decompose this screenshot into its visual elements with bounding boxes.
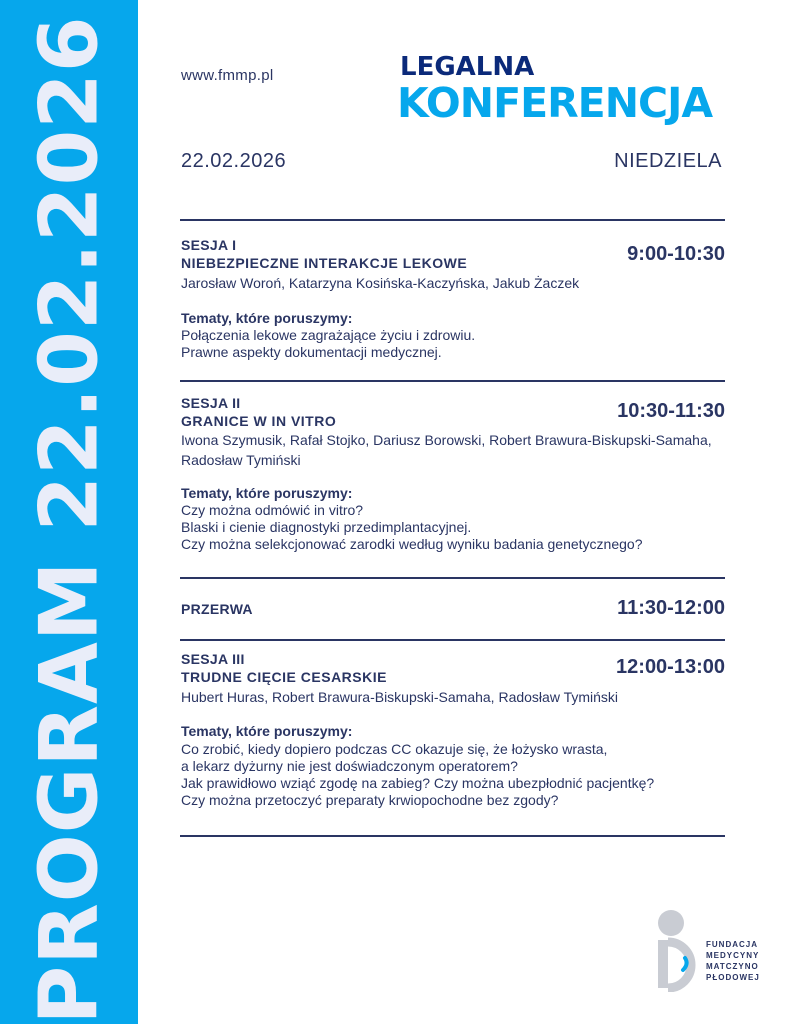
foundation-name-line: FUNDACJA [706, 940, 758, 949]
topic-item: Czy można selekcjonować zarodki według wyniku badania genetycznego? [181, 536, 643, 552]
break-time: 11:30-12:00 [617, 597, 725, 619]
topic-item: Jak prawidłowo wziąć zgodę na zabieg? Czy można ubezpłodnić pacjentkę? [181, 775, 655, 791]
session-1-time: 9:00-10:30 [627, 243, 725, 265]
session-1-topics-label: Tematy, które poruszymy: [181, 310, 353, 326]
topic-item: Co zrobić, kiedy dopiero podczas CC okazuje się, że łożysko wrasta, [181, 741, 608, 757]
session-3-topics-label: Tematy, które poruszymy: [181, 723, 353, 739]
topic-item: Prawne aspekty dokumentacji medycznej. [181, 344, 442, 360]
foundation-name-line: MATCZYNO [706, 962, 759, 971]
topic-item: Połączenia lekowe zagrażające życiu i zdrowiu. [181, 327, 476, 343]
session-3-topics [181, 741, 741, 809]
title-konferencja: KONFERENCJA [397, 79, 713, 127]
divider [180, 577, 725, 579]
event-date: 22.02.2026 [181, 150, 287, 172]
title-legalna: LEGALNA [400, 52, 535, 82]
topic-item: Blaski i cienie diagnostyki przedimplantacyjnej. [181, 519, 472, 535]
sidebar [0, 0, 138, 1024]
break-label: PRZERWA [181, 601, 253, 617]
event-day: NIEDZIELA [614, 150, 722, 172]
sidebar-program-title: PROGRAM 22.02.2026 [22, 15, 116, 1025]
divider [180, 639, 725, 641]
divider [180, 835, 725, 837]
session-2-topics [181, 502, 741, 553]
session-2-time: 10:30-11:30 [617, 400, 725, 422]
session-2-speakers: Iwona Szymusik, Rafał Stojko, Dariusz Borowski, Robert Brawura-Biskupski-Samaha, Radosław Tymiński [181, 432, 712, 468]
session-3-title: TRUDNE CIĘCIE CESARSKIE [181, 669, 387, 685]
topic-item: a lekarz dyżurny nie jest doświadczonym operatorem? [181, 758, 518, 774]
session-1-speakers: Jarosław Woroń, Katarzyna Kosińska-Kaczyńska, Jakub Żaczek [181, 275, 580, 291]
topic-item: Czy można przetoczyć preparaty krwiopochodne bez zgody? [181, 792, 559, 808]
session-2-topics-label: Tematy, które poruszymy: [181, 485, 353, 501]
divider [180, 380, 725, 382]
topic-item: Czy można odmówić in vitro? [181, 502, 364, 518]
session-1-title: NIEBEZPIECZNE INTERAKCJE LEKOWE [181, 255, 468, 271]
session-2-number: SESJA II [181, 395, 241, 411]
session-3-number: SESJA III [181, 651, 245, 667]
foundation-name-line: PŁODOWEJ [706, 973, 760, 982]
session-3-time: 12:00-13:00 [616, 656, 725, 678]
website-link[interactable]: www.fmmp.pl [181, 67, 274, 84]
foundation-name [706, 939, 760, 983]
session-1-number: SESJA I [181, 237, 237, 253]
divider [180, 219, 725, 221]
session-1-topics [181, 327, 741, 361]
foundation-name-line: MEDYCYNY [706, 951, 760, 960]
session-2-title: GRANICE W IN VITRO [181, 413, 337, 429]
session-3-speakers: Hubert Huras, Robert Brawura-Biskupski-Samaha, Radosław Tymiński [181, 689, 619, 705]
